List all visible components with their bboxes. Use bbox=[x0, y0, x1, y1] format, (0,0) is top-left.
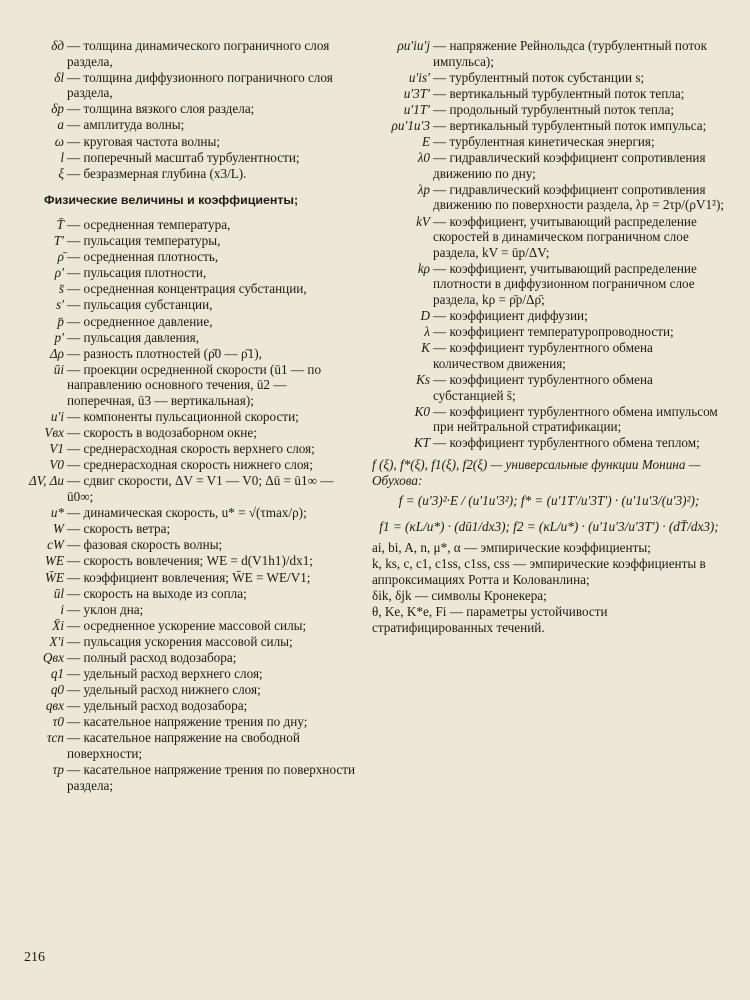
glossary-entry bbox=[372, 70, 726, 86]
entry-symbol: τсп bbox=[46, 730, 64, 746]
entry-definition: — коэффициент турбулентного обмена субстанцией s̄; bbox=[433, 371, 653, 403]
entry-symbol: ΔV, Δu bbox=[28, 473, 64, 489]
entry-symbol: τ0 bbox=[52, 714, 64, 730]
glossary-entry bbox=[372, 38, 726, 69]
entry-symbol: K bbox=[421, 340, 430, 356]
entry-definition: — коэффициент температуропроводности; bbox=[433, 324, 674, 340]
glossary-entry bbox=[372, 214, 726, 261]
entry-definition: — пульсация плотности, bbox=[67, 265, 207, 281]
entry-symbol: l bbox=[60, 149, 64, 165]
glossary-entry bbox=[24, 730, 356, 761]
glossary-entry bbox=[24, 297, 356, 313]
glossary-entry bbox=[24, 682, 356, 698]
entry-definition: — осредненная плотность, bbox=[67, 249, 219, 265]
entry-definition: — круговая частота волны; bbox=[67, 133, 220, 149]
entry-definition: — толщина диффузионного пограничного слоя раздела, bbox=[67, 69, 333, 101]
entry-definition: k, ks, c, c1, c1ss, c1ss, css — эмпирические коэффициенты в аппроксимациях Ротта и Колованлина; bbox=[372, 556, 706, 587]
entry-definition: — коэффициент турбулентного обмена теплом; bbox=[433, 435, 700, 451]
entry-definition: — турбулентная кинетическая энергия; bbox=[433, 134, 655, 150]
entry-symbol: u′1T′ bbox=[403, 101, 430, 117]
entry-definition: θ, Ke, K*e, Fi — параметры устойчивости стратифицированных течений. bbox=[372, 604, 608, 635]
glossary-entry bbox=[372, 150, 726, 181]
entry-symbol: V1 bbox=[49, 441, 64, 457]
glossary-entry bbox=[24, 553, 356, 569]
entry-symbol: a bbox=[57, 117, 64, 133]
glossary-entry bbox=[372, 308, 726, 324]
entry-definition: — уклон дна; bbox=[67, 601, 144, 617]
glossary-entry bbox=[24, 762, 356, 793]
entry-definition: — амплитуда волны; bbox=[67, 117, 185, 133]
entry-definition: — гидравлический коэффициент сопротивления движению по дну; bbox=[433, 150, 706, 181]
entry-definition: — компоненты пульсационной скорости; bbox=[67, 409, 299, 425]
glossary-entry bbox=[24, 650, 356, 666]
glossary-entry bbox=[24, 537, 356, 553]
entry-definition: — скорость в водозаборном окне; bbox=[67, 425, 257, 441]
glossary-entry bbox=[372, 134, 726, 150]
entry-definition: — коэффициент диффузии; bbox=[433, 308, 588, 324]
entry-symbol: V0 bbox=[49, 457, 64, 473]
entry-definition: — касательное напряжение трения по дну; bbox=[67, 714, 308, 730]
entry-definition: — среднерасходная скорость верхнего слоя; bbox=[67, 441, 315, 457]
entry-symbol: λ bbox=[424, 324, 430, 340]
entry-symbol: kρ bbox=[417, 260, 430, 276]
glossary-entry bbox=[372, 604, 726, 635]
entry-definition: — коэффициент турбулентного обмена импульсом при нейтральной стратификации; bbox=[433, 403, 718, 435]
page-number: 216 bbox=[24, 950, 45, 965]
glossary-entry bbox=[24, 570, 356, 586]
glossary-entry bbox=[372, 404, 726, 435]
entry-symbol: kV bbox=[416, 213, 430, 229]
glossary-entry bbox=[24, 521, 356, 537]
entry-definition: — удельный расход водозабора; bbox=[67, 698, 248, 714]
entry-definition: — динамическая скорость, u* = √(τmax/ρ); bbox=[67, 505, 307, 521]
entry-symbol: q1 bbox=[50, 666, 64, 682]
glossary-entry bbox=[24, 38, 356, 69]
glossary-entry bbox=[24, 217, 356, 233]
right-column bbox=[372, 38, 726, 636]
functions-intro: f (ξ), f*(ξ), f1(ξ), f2(ξ) — универсальные функции Монина — Обухова: bbox=[372, 457, 701, 489]
entry-symbol: q0 bbox=[50, 682, 64, 698]
glossary-entry bbox=[372, 556, 726, 587]
entry-definition: — пульсация субстанции, bbox=[67, 297, 213, 313]
entry-symbol: qвх bbox=[45, 698, 64, 714]
glossary-entry bbox=[24, 698, 356, 714]
entry-definition: — скорость ветра; bbox=[67, 521, 171, 537]
entry-symbol: ρu′iu′j bbox=[397, 38, 430, 53]
glossary-entry bbox=[24, 150, 356, 166]
entry-symbol: ξ bbox=[58, 165, 64, 181]
entry-symbol: D bbox=[420, 308, 430, 324]
entry-symbol: KT bbox=[413, 435, 430, 451]
glossary-entry bbox=[24, 117, 356, 133]
glossary-entry bbox=[372, 435, 726, 451]
entry-symbol: T̄ bbox=[56, 216, 64, 232]
entry-symbol: K0 bbox=[414, 403, 430, 419]
glossary-entry bbox=[24, 666, 356, 682]
entry-definition: — коэффициент, учитывающий распределение плотности в диффузионном пограничном слое раздела, kρ = ρ̄р/Δρ̄; bbox=[433, 260, 697, 307]
entry-definition: — коэффициент, учитывающий распределение скоростей в динамическом пограничном слое раздела, kV = ūр/ΔV; bbox=[433, 213, 697, 260]
entry-symbol: Vвх bbox=[44, 425, 64, 441]
entry-definition: — среднерасходная скорость нижнего слоя; bbox=[67, 457, 313, 473]
glossary-entry bbox=[24, 409, 356, 425]
glossary-entry bbox=[24, 134, 356, 150]
glossary-entry bbox=[372, 261, 726, 308]
entry-symbol: W̄E bbox=[44, 569, 64, 585]
entry-symbol: u′i bbox=[50, 409, 64, 425]
entry-symbol: i bbox=[60, 601, 64, 617]
formula-f-fstar: f = (u′3)²·E / (u′1u′3²); f* = (u′1T′/u′3T′) · (u′1u′3/(u′3)²); bbox=[398, 493, 700, 509]
entry-definition: — безразмерная глубина (x3/L). bbox=[67, 165, 247, 181]
entry-symbol: Ks bbox=[416, 371, 430, 387]
glossary-entry bbox=[24, 618, 356, 634]
glossary-entry bbox=[372, 540, 726, 556]
entry-definition: — осредненная температура, bbox=[67, 216, 231, 232]
entry-symbol: p̄ bbox=[57, 313, 64, 329]
entry-symbol: ρ′ bbox=[54, 265, 64, 281]
glossary-entry bbox=[372, 324, 726, 340]
glossary-entry bbox=[24, 473, 356, 504]
glossary-entry bbox=[24, 362, 356, 409]
entry-definition: — проекции осредненной скорости (ū1 — по направлению основного течения, ū2 — поперечная, ū3 — вертикальная); bbox=[67, 361, 322, 408]
entry-definition: — напряжение Рейнольдса (турбулентный поток импульса); bbox=[433, 38, 707, 69]
glossary-entry bbox=[372, 182, 726, 213]
entry-symbol: δр bbox=[51, 101, 64, 117]
glossary-entry bbox=[24, 233, 356, 249]
entry-definition: — гидравлический коэффициент сопротивления движению по поверхности раздела, λр = 2τр/(ρV1²); bbox=[433, 181, 725, 213]
entry-symbol: Qвх bbox=[42, 649, 64, 665]
glossary-entry bbox=[24, 314, 356, 330]
entry-definition: — фазовая скорость волны; bbox=[67, 537, 223, 553]
entry-symbol: λ0 bbox=[417, 150, 430, 166]
entry-definition: — сдвиг скорости, ΔV = V1 — V0; Δū = ū1∞ — ū0∞; bbox=[67, 473, 334, 505]
left-main-entries bbox=[24, 217, 356, 793]
right-main-entries bbox=[372, 38, 726, 451]
entry-definition: — осредненное давление, bbox=[67, 313, 213, 329]
entry-definition: — пульсация температуры, bbox=[67, 233, 221, 249]
entry-definition: — удельный расход верхнего слоя; bbox=[67, 666, 263, 682]
entry-symbol: W bbox=[53, 521, 64, 537]
glossary-entry bbox=[372, 102, 726, 118]
entry-symbol: E bbox=[421, 134, 430, 150]
entry-definition: — осредненная концентрация субстанции, bbox=[67, 281, 307, 297]
glossary-entry bbox=[372, 118, 726, 134]
right-tail-entries bbox=[372, 540, 726, 635]
entry-definition: — скорость на выходе из сопла; bbox=[67, 585, 247, 601]
entry-symbol: u′3T′ bbox=[403, 85, 430, 101]
glossary-entry bbox=[372, 340, 726, 371]
entry-symbol: u′is′ bbox=[408, 69, 430, 85]
entry-symbol: ρu′1u′3 bbox=[391, 117, 430, 133]
entry-definition: — коэффициент вовлечения; W̄E = WE/V1; bbox=[67, 569, 311, 585]
glossary-entry bbox=[24, 425, 356, 441]
entry-symbol: δl bbox=[54, 69, 64, 85]
glossary-entry bbox=[24, 249, 356, 265]
glossary-entry bbox=[24, 714, 356, 730]
entry-definition: — полный расход водозабора; bbox=[67, 649, 237, 665]
entry-symbol: s′ bbox=[55, 297, 64, 313]
entry-symbol: cW bbox=[47, 537, 64, 553]
entry-symbol: X′i bbox=[49, 633, 64, 649]
entry-symbol: WE bbox=[44, 553, 64, 569]
glossary-entry bbox=[24, 346, 356, 362]
entry-symbol: τр bbox=[52, 762, 64, 778]
entry-symbol: p′ bbox=[54, 329, 64, 345]
entry-symbol: λр bbox=[417, 181, 430, 197]
entry-definition: — касательное напряжение трения по поверхности раздела; bbox=[67, 762, 356, 793]
glossary-entry bbox=[372, 86, 726, 102]
glossary-entry bbox=[24, 505, 356, 521]
left-column bbox=[24, 38, 356, 794]
entry-symbol: ūi bbox=[53, 361, 64, 377]
entry-definition: — продольный турбулентный поток тепла; bbox=[433, 101, 675, 117]
entry-definition: — пульсация давления, bbox=[67, 329, 200, 345]
entry-symbol: ūl bbox=[53, 585, 64, 601]
entry-definition: — касательное напряжение на свободной поверхности; bbox=[67, 730, 300, 762]
entry-symbol: ρ̄ bbox=[57, 249, 64, 265]
entry-definition: — поперечный масштаб турбулентности; bbox=[67, 149, 300, 165]
glossary-entry bbox=[24, 586, 356, 602]
entry-symbol: X̄i bbox=[52, 617, 64, 633]
entry-symbol: u* bbox=[50, 505, 64, 521]
entry-definition: δik, δjk — символы Кронекера; bbox=[372, 588, 547, 604]
glossary-entry bbox=[24, 166, 356, 182]
entry-definition: — удельный расход нижнего слоя; bbox=[67, 682, 261, 698]
glossary-entry bbox=[24, 70, 356, 101]
entry-symbol: s̄ bbox=[58, 281, 64, 297]
glossary-entry bbox=[24, 441, 356, 457]
entry-definition: — осредненное ускорение массовой силы; bbox=[67, 617, 307, 633]
entry-definition: — скорость вовлечения; WE = d(V1h1)/dx1; bbox=[67, 553, 313, 569]
glossary-entry bbox=[24, 101, 356, 117]
glossary-entry bbox=[372, 588, 726, 604]
entry-symbol: δд bbox=[51, 38, 64, 53]
entry-symbol: ω bbox=[54, 133, 64, 149]
glossary-entry bbox=[24, 602, 356, 618]
entry-symbol: Δρ bbox=[49, 345, 64, 361]
entry-definition: — толщина вязкого слоя раздела; bbox=[67, 101, 255, 117]
glossary-entry bbox=[372, 372, 726, 403]
glossary-entry bbox=[24, 634, 356, 650]
formula-f1-f2: f1 = (κL/u*) · (dū1/dx3); f2 = (κL/u*) · (u′1u′3/u′3T′) · (dT̄/dx3); bbox=[379, 518, 719, 534]
entry-definition: — толщина динамического пограничного слоя раздела, bbox=[67, 38, 330, 69]
entry-symbol: T′ bbox=[53, 233, 64, 249]
entry-definition: — разность плотностей (ρ̄0 — ρ̄1), bbox=[67, 345, 262, 361]
section-heading: Физические величины и коэффициенты; bbox=[44, 193, 299, 208]
glossary-entry bbox=[24, 265, 356, 281]
entry-definition: ai, bi, A, n, μ*, α — эмпирические коэффициенты; bbox=[372, 540, 651, 556]
entry-definition: — пульсация ускорения массовой силы; bbox=[67, 633, 293, 649]
glossary-entry bbox=[24, 281, 356, 297]
left-top-entries bbox=[24, 38, 356, 181]
entry-definition: — коэффициент турбулентного обмена количеством движения; bbox=[433, 340, 653, 371]
entry-definition: — вертикальный турбулентный поток импульса; bbox=[433, 117, 707, 133]
glossary-entry bbox=[24, 457, 356, 473]
glossary-entry bbox=[24, 330, 356, 346]
entry-definition: — турбулентный поток субстанции s; bbox=[433, 69, 645, 85]
entry-definition: — вертикальный турбулентный поток тепла; bbox=[433, 85, 685, 101]
